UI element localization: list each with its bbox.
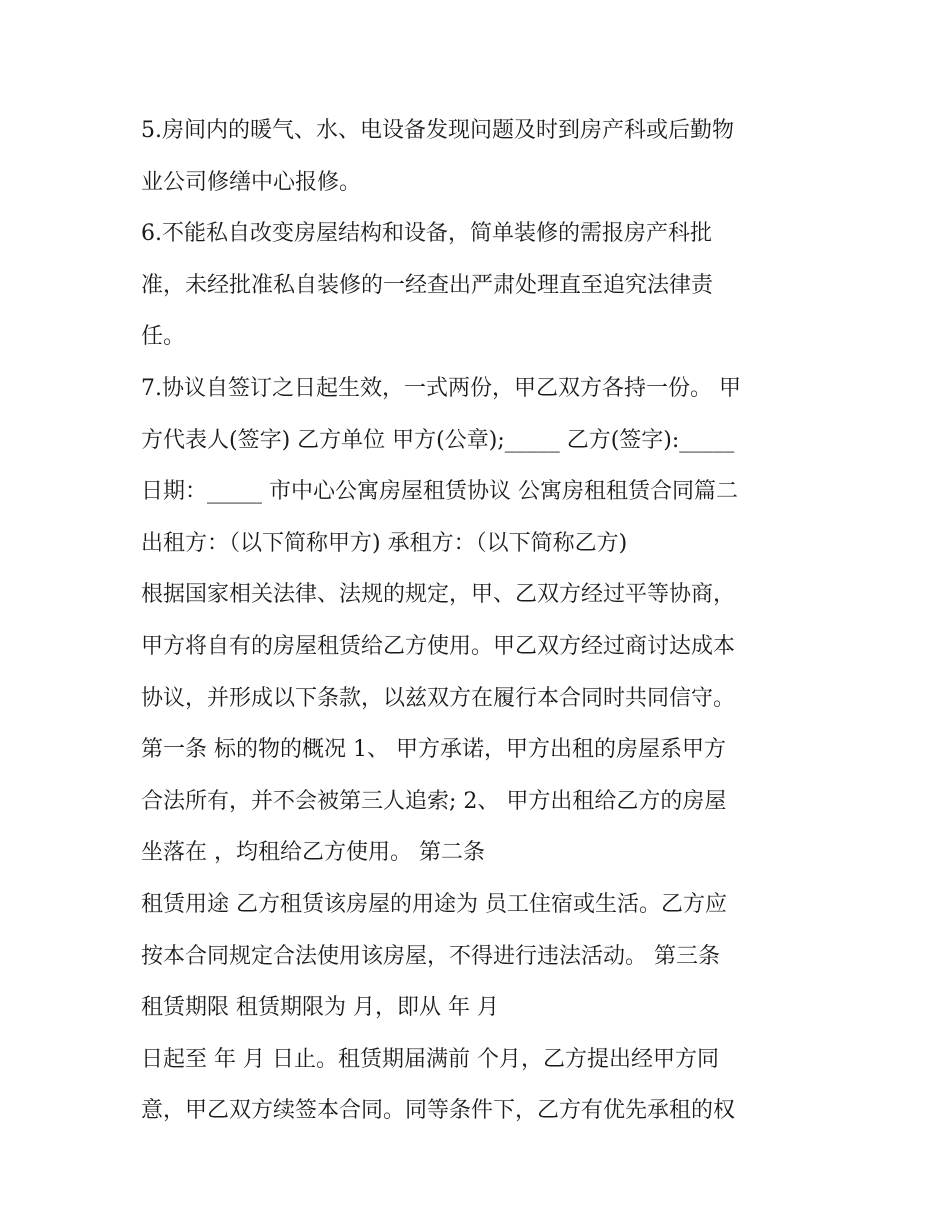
text-line: 日期：_____ 市中心公寓房屋租赁协议 公寓房租租赁合同篇二	[141, 479, 738, 505]
text-line: 甲方将自有的房屋租赁给乙方使用。甲乙双方经过商讨达成本	[141, 633, 736, 659]
text-line: 7.协议自签订之日起生效，一式两份，甲乙双方各持一份。 甲	[141, 375, 741, 401]
text-line: 协议，并形成以下条款，以兹双方在履行本合同时共同信守。	[141, 685, 736, 711]
text-line: 日起至 年 月 日止。租赁期届满前 个月，乙方提出经甲方同	[141, 1046, 719, 1072]
text-line: 租赁用途 乙方租赁该房屋的用途为 员工住宿或生活。乙方应	[141, 891, 727, 917]
text-line: 5.房间内的暖气、水、电设备发现问题及时到房产科或后勤物	[141, 118, 734, 143]
text-line: 第一条 标的物的概况 1、 甲方承诺，甲方出租的房屋系甲方	[141, 737, 726, 763]
text-line: 租赁期限 租赁期限为 月，即从 年 月	[141, 995, 499, 1021]
text-line: 方代表人(签字) 乙方单位 甲方(公章);_____ 乙方(签字):_____	[141, 427, 735, 453]
text-line: 任。	[141, 324, 186, 350]
text-line: 意，甲乙双方续签本合同。同等条件下，乙方有优先承租的权	[141, 1098, 736, 1124]
text-line: 按本合同规定合法使用该房屋，不得进行违法活动。 第三条	[141, 943, 720, 969]
text-line: 准，未经批准私自装修的一经查出严肃处理直至追究法律责	[141, 272, 714, 298]
text-line: 根据国家相关法律、法规的规定，甲、乙双方经过平等协商，	[141, 582, 736, 608]
text-line: 坐落在 ，均租给乙方使用。 第二条	[141, 840, 485, 866]
text-line: 6.不能私自改变房屋结构和设备，简单装修的需报房产科批	[141, 221, 712, 247]
text-line: 业公司修缮中心报修。	[141, 169, 362, 195]
text-line: 出租方：（以下简称甲方) 承租方：（以下简称乙方)	[141, 530, 628, 556]
text-line: 合法所有，并不会被第三人追索; 2、 甲方出租给乙方的房屋	[141, 788, 727, 814]
document-body	[141, 108, 821, 1140]
